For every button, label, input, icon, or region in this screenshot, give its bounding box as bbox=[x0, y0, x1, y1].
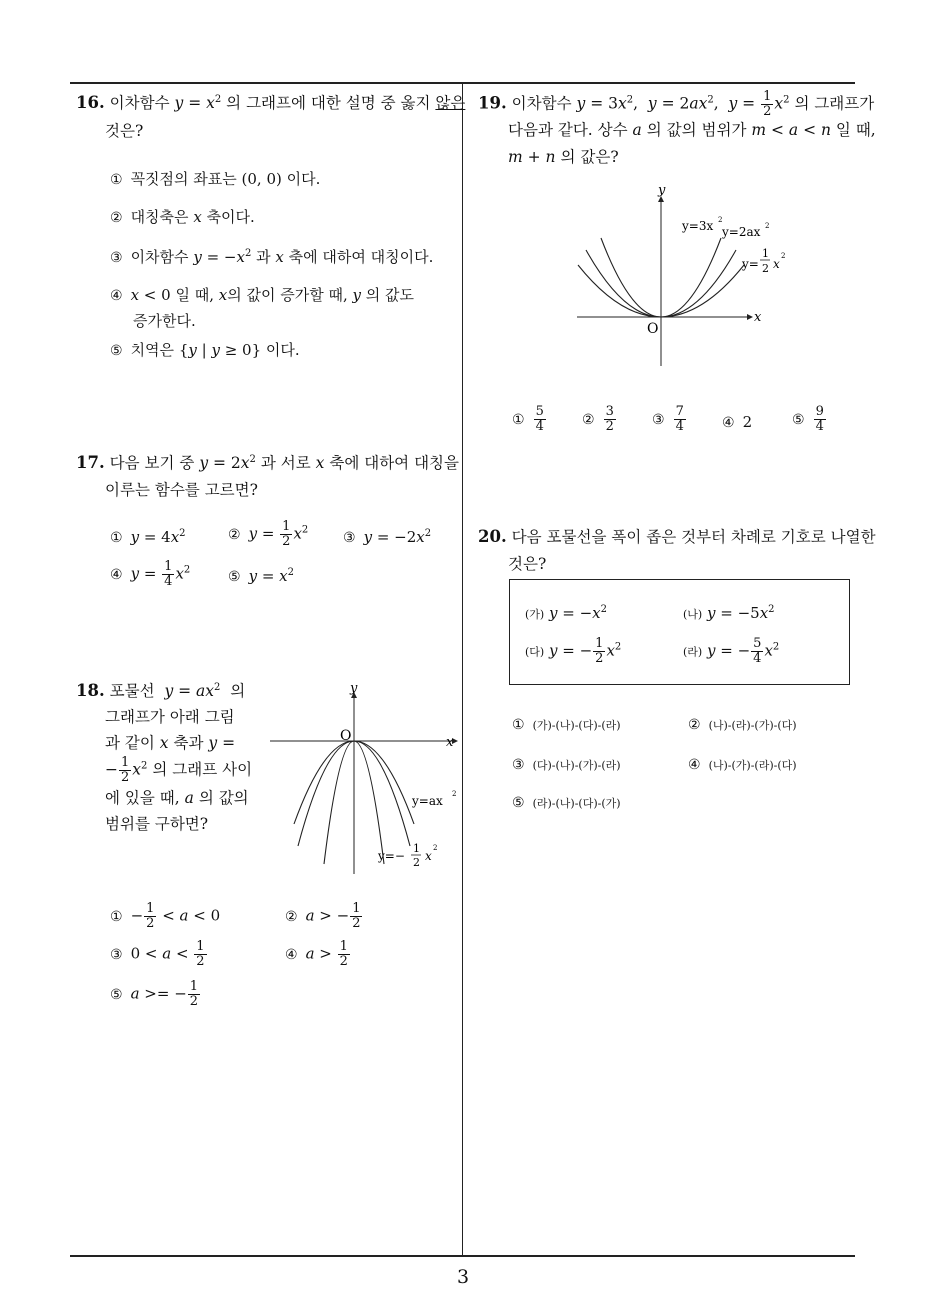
center-divider bbox=[462, 82, 463, 1256]
q19-stem-line3: m + n 의 값은? bbox=[508, 148, 619, 166]
q16-stem-line1: 16. 이차함수 $y = x^2$ 의 그래프에 대한 설명 중 옳지 않은 bbox=[76, 93, 466, 112]
q18-label-half: y=− bbox=[378, 849, 405, 863]
q18-number: 18. bbox=[76, 681, 105, 700]
q20-box-item-ra: (라) y = − $\frac{5}{4}$ $x^2$ bbox=[683, 636, 780, 666]
q19-choice-5[interactable]: ⑤ $\frac{9}{4}$ bbox=[792, 404, 824, 434]
q19-label-3x: y=3x bbox=[682, 219, 714, 233]
q19-y-axis-label: y bbox=[658, 183, 666, 198]
q20-box-item-ga: (가) $y = -x^2$ bbox=[525, 604, 608, 622]
q20-choice-1[interactable]: ① (가)-(나)-(다)-(라) bbox=[512, 717, 621, 733]
q18-choice-2[interactable]: ② a > − $\frac{1}{2}$ bbox=[285, 901, 361, 931]
bottom-rule bbox=[70, 1255, 855, 1257]
q19-stem-line1: 19. 이차함수 $y = 3x^2$, $y = 2ax^2$, y = $\frac{1}{2}$ $x^2$ 의 그래프가 bbox=[478, 89, 875, 119]
q20-stem-line2: 것은? bbox=[508, 555, 547, 573]
svg-text:2: 2 bbox=[765, 222, 770, 230]
q17-number: 17. bbox=[76, 453, 105, 472]
q19-label-half: y= bbox=[742, 257, 759, 271]
q16-choice-3[interactable]: ③ 이차함수 $y = -x^2$ 과 x 축에 대하여 대칭이다. bbox=[110, 248, 434, 266]
q17-choice-4[interactable]: ④ y = $\frac{1}{4}$ $x^2$ bbox=[110, 559, 191, 589]
q19-choice-2[interactable]: ② $\frac{3}{2}$ bbox=[582, 404, 614, 434]
q19-graph bbox=[572, 180, 792, 370]
q19-number: 19. bbox=[478, 93, 507, 113]
q16-number: 16. bbox=[76, 93, 105, 112]
q19-stem-line2: 다음과 같다. 상수 a 의 값의 범위가 m < a < n 일 때, bbox=[508, 121, 876, 139]
q19-choice-4[interactable]: ④ 2 bbox=[722, 413, 753, 431]
q18-x-axis-label: x bbox=[446, 735, 454, 750]
q18-choice-1[interactable]: ① − $\frac{1}{2}$ < a < 0 bbox=[110, 901, 221, 931]
q19-choice-3[interactable]: ③ $\frac{7}{4}$ bbox=[652, 404, 684, 434]
q20-option-box bbox=[509, 579, 850, 685]
q18-choice-5[interactable]: ⑤ a >= − $\frac{1}{2}$ bbox=[110, 979, 199, 1009]
q16-stem-line2: 것은? bbox=[105, 122, 144, 140]
q17-stem-line2: 이루는 함수를 고르면? bbox=[105, 481, 258, 499]
q17-choice-1[interactable]: ① $y = 4x^2$ bbox=[110, 528, 186, 546]
q20-choice-3[interactable]: ③ (다)-(나)-(가)-(라) bbox=[512, 757, 621, 773]
svg-text:1: 1 bbox=[762, 247, 769, 260]
svg-text:x: x bbox=[425, 849, 432, 863]
q19-label-2ax: y=2ax bbox=[722, 225, 761, 239]
svg-text:2: 2 bbox=[762, 262, 769, 275]
svg-text:x: x bbox=[773, 257, 780, 271]
page-number: 3 bbox=[456, 1266, 470, 1288]
q19-choice-1[interactable]: ① $\frac{5}{4}$ bbox=[512, 404, 544, 434]
q20-choice-2[interactable]: ② (나)-(라)-(가)-(다) bbox=[688, 717, 797, 733]
q19-x-axis-label: x bbox=[754, 310, 762, 325]
svg-text:2: 2 bbox=[718, 216, 723, 224]
q20-stem-line1: 20. 다음 포물선을 폭이 좁은 것부터 차례로 기호로 나열한 bbox=[478, 527, 876, 546]
svg-text:2: 2 bbox=[433, 844, 438, 852]
svg-text:2: 2 bbox=[452, 790, 457, 798]
q18-graph bbox=[262, 684, 462, 879]
q17-choice-3[interactable]: ③ $y = -2x^2$ bbox=[343, 528, 432, 546]
q18-stem: 18. 포물선 $y = ax^2$ 의 그래프가 아래 그림 과 같이 x 축과 y = − $\frac{1}{2}$ $x^2$ 의 그래프 사이 에 있을 때, a 의 값의 범위를 구하면? bbox=[76, 681, 253, 833]
q18-choice-3[interactable]: ③ 0 < a < $\frac{1}{2}$ bbox=[110, 939, 205, 969]
svg-text:1: 1 bbox=[413, 842, 420, 855]
q16-choice-1[interactable]: ① 꼭짓점의 좌표는 (0, 0) 이다. bbox=[110, 170, 321, 188]
q20-box-item-na: (나) $y = -5x^2$ bbox=[683, 604, 775, 622]
q18-choice-4[interactable]: ④ a > $\frac{1}{2}$ bbox=[285, 939, 348, 969]
q17-stem-line1: 17. 다음 보기 중 $y = 2x^2$ 과 서로 x 축에 대하여 대칭을 bbox=[76, 453, 459, 472]
q16-choice-2[interactable]: ② 대칭축은 x 축이다. bbox=[110, 208, 255, 226]
q19-origin-label: O bbox=[647, 321, 659, 337]
q18-y-axis-label: y bbox=[350, 684, 358, 696]
q18-origin-label: O bbox=[340, 728, 352, 744]
svg-text:2: 2 bbox=[413, 856, 420, 869]
q17-choice-2[interactable]: ② y = $\frac{1}{2}$ $x^2$ bbox=[228, 519, 309, 549]
q20-choice-5[interactable]: ⑤ (라)-(나)-(다)-(가) bbox=[512, 795, 621, 811]
q16-choice-4-cont: 증가한다. bbox=[133, 312, 196, 330]
q20-choice-4[interactable]: ④ (나)-(가)-(라)-(다) bbox=[688, 757, 797, 773]
q17-choice-5[interactable]: ⑤ $y = x^2$ bbox=[228, 567, 294, 585]
q18-label-ax: y=ax bbox=[412, 794, 443, 808]
q16-choice-4[interactable]: ④ x < 0 일 때, x의 값이 증가할 때, y 의 값도 bbox=[110, 286, 415, 304]
q20-box-item-da: (다) y = − $\frac{1}{2}$ $x^2$ bbox=[525, 636, 622, 666]
q20-number: 20. bbox=[478, 527, 507, 546]
svg-text:2: 2 bbox=[781, 252, 786, 260]
q16-choice-5[interactable]: ⑤ 치역은 {y | y ≥ 0} 이다. bbox=[110, 341, 300, 359]
